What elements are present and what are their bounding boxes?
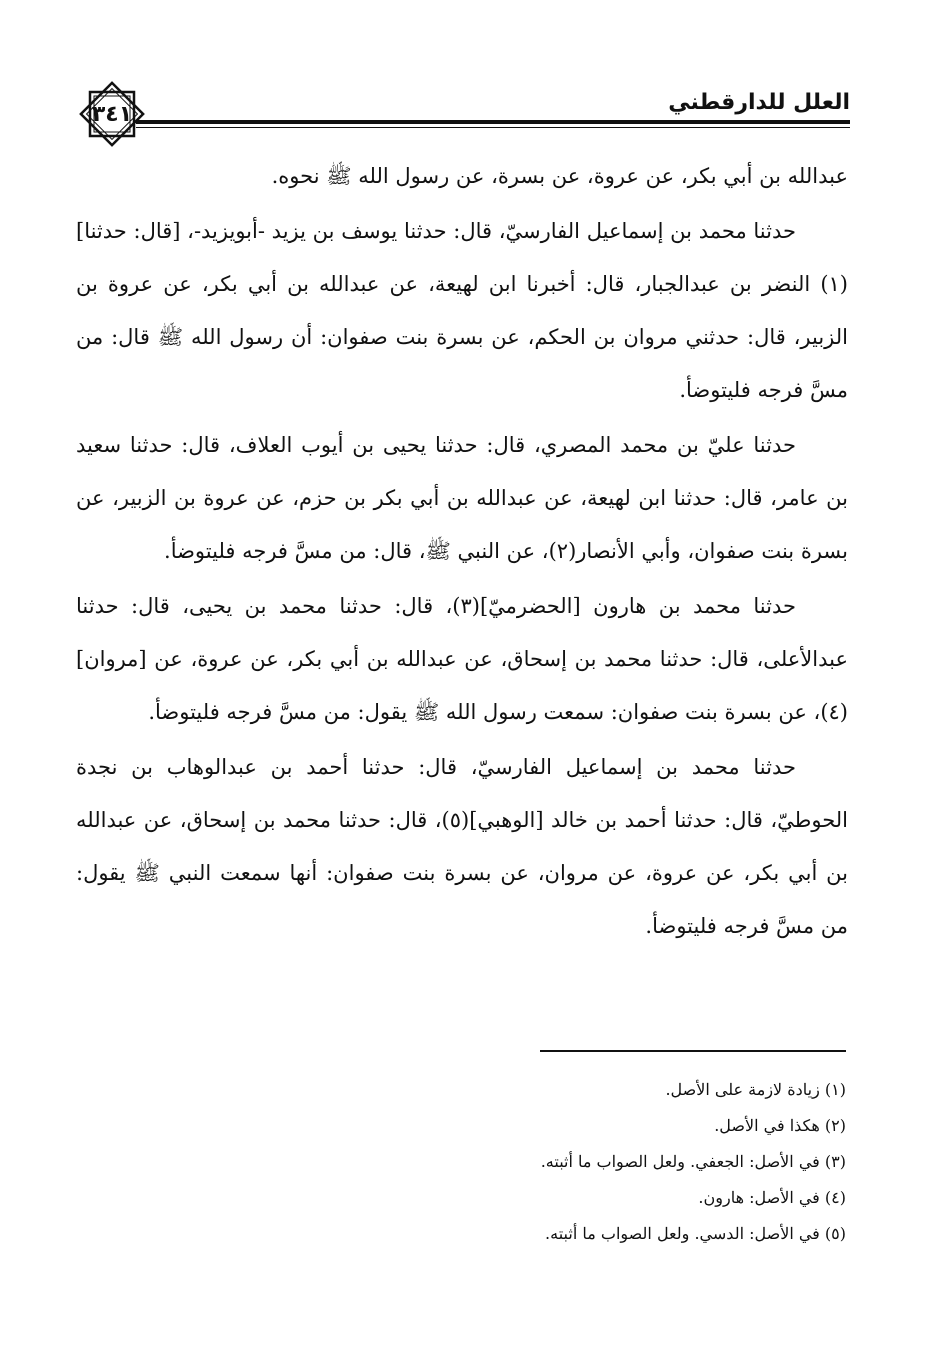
footnote: (٤) في الأصل: هارون.	[698, 1188, 846, 1207]
footnotes	[300, 1072, 846, 1252]
page-header	[76, 78, 850, 158]
main-text	[76, 150, 848, 955]
footnote: (٢) هكذا في الأصل.	[714, 1116, 846, 1135]
footnote-separator	[540, 1050, 846, 1052]
paragraph: حدثنا محمد بن إسماعيل الفارسيّ، قال: حدثنا أحمد بن عبدالوهاب بن نجدة الحوطيّ، قال: حدثنا أحمد بن خالد [الوهبي](٥)، قال: حدثنا محمد بن إسحاق، عن عبدالله بن أبي بكر، عن عروة، عن مروان، عن بسرة بنت صفوان: أنها سمعت النبي ﷺ يقول: من مسَّ فرجه فليتوضأ.	[76, 755, 848, 938]
page-number: ٣٤١	[91, 101, 133, 127]
footnote: (٥) في الأصل: الدسي. ولعل الصواب ما أثبته.	[545, 1224, 846, 1243]
paragraph: حدثنا عليّ بن محمد المصري، قال: حدثنا يحيى بن أيوب العلاف، قال: حدثنا سعيد بن عامر، قال: حدثنا ابن لهيعة، عن عبدالله بن أبي بكر بن حزم، عن عروة بن الزبير، عن بسرة بنت صفوان، وأبي الأنصار(٢)، عن النبي ﷺ، قال: من مسَّ فرجه فليتوضأ.	[76, 433, 848, 563]
book-title: العلل للدارقطني	[668, 90, 850, 115]
paragraph: عبدالله بن أبي بكر، عن عروة، عن بسرة، عن رسول الله ﷺ نحوه.	[271, 164, 848, 188]
paragraph: حدثنا محمد بن إسماعيل الفارسيّ، قال: حدثنا يوسف بن يزيد -أبويزيد-، [قال: حدثنا](١) النضر بن عبدالجبار، قال: أخبرنا ابن لهيعة، عن عبدالله بن أبي بكر، عن عروة بن الزبير، قال: حدثني مروان بن الحكم، عن بسرة بنت صفوان: أن رسول الله ﷺ قال: من مسَّ فرجه فليتوضأ.	[76, 219, 848, 402]
header-rule	[136, 120, 850, 126]
paragraph: حدثنا محمد بن هارون [الحضرميّ](٣)، قال: حدثنا محمد بن يحيى، قال: حدثنا عبدالأعلى، قال: حدثنا محمد بن إسحاق، عن عبدالله بن أبي بكر، عن عروة، عن [مروان](٤)، عن بسرة بنت صفوان: سمعت رسول الله ﷺ يقول: من مسَّ فرجه فليتوضأ.	[76, 594, 848, 724]
footnote: (٣) في الأصل: الجعفي. ولعل الصواب ما أثبته.	[540, 1152, 846, 1171]
footnote: (١) زيادة لازمة على الأصل.	[665, 1080, 846, 1099]
